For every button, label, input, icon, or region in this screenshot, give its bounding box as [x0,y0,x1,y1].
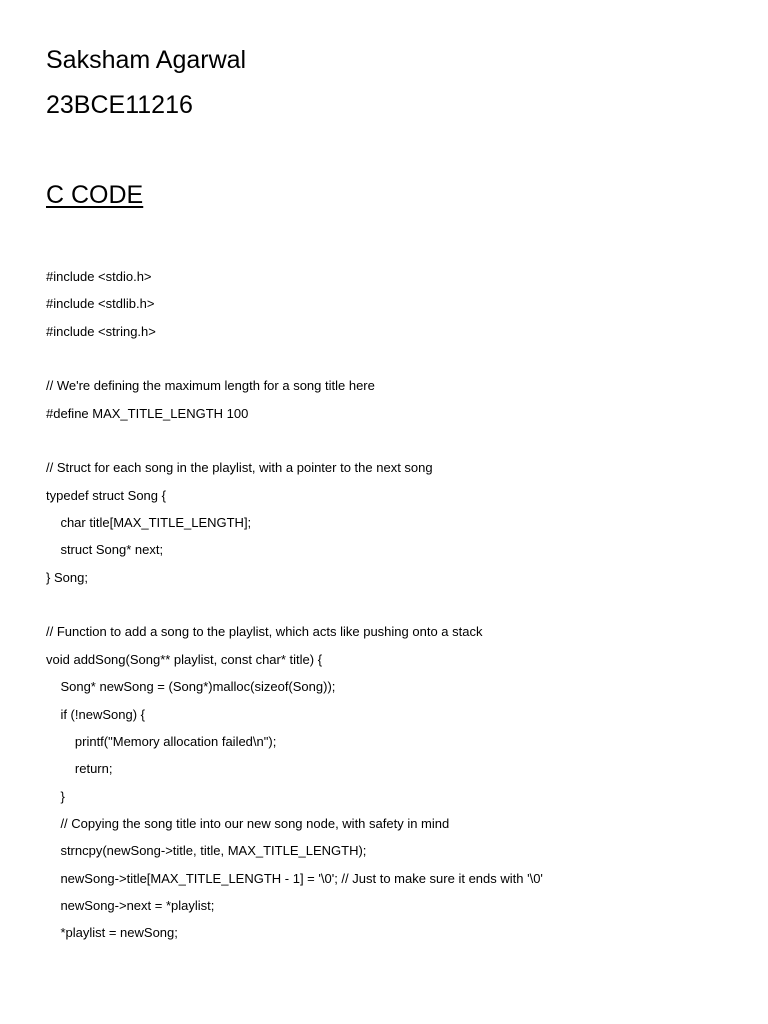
code-line: #include <string.h> [46,323,156,339]
code-line: char title[MAX_TITLE_LENGTH]; [46,515,252,531]
code-line-blank [46,345,746,372]
code-line: newSong->title[MAX_TITLE_LENGTH - 1] = '\0'; // Just to make sure it ends with '\0' [46,870,543,886]
code-line-blank [46,591,746,618]
code-line: // Copying the song title into our new song node, with safety in mind [46,815,450,831]
code-line: if (!newSong) { [46,706,145,722]
code-line: #include <stdlib.h> [46,296,155,312]
code-line-blank [46,427,746,454]
code-line: // We're defining the maximum length for a song title here [46,378,375,394]
code-line: struct Song* next; [46,542,164,558]
code-line: typedef struct Song { [46,487,166,503]
code-line: void addSong(Song** playlist, const char* title) { [46,651,323,667]
code-line: *playlist = newSong; [46,925,178,941]
code-line: } Song; [46,569,88,585]
code-line: } [46,788,65,804]
code-line: #include <stdio.h> [46,269,152,284]
student-id: 23BCE11216 [46,91,193,119]
section-heading: C CODE [46,181,144,209]
code-line: // Function to add a song to the playlist, which acts like pushing onto a stack [46,624,483,640]
code-line: newSong->next = *playlist; [46,897,215,913]
code-line: #define MAX_TITLE_LENGTH 100 [46,405,249,421]
code-line: strncpy(newSong->title, title, MAX_TITLE_LENGTH); [46,843,367,859]
code-line: printf("Memory allocation failed\n"); [46,733,277,749]
code-line: return; [46,761,113,777]
code-block [46,263,746,947]
code-line: // Struct for each song in the playlist, with a pointer to the next song [46,460,433,476]
code-line: Song* newSong = (Song*)malloc(sizeof(Song)); [46,679,336,695]
author-name: Saksham Agarwal [46,46,247,74]
